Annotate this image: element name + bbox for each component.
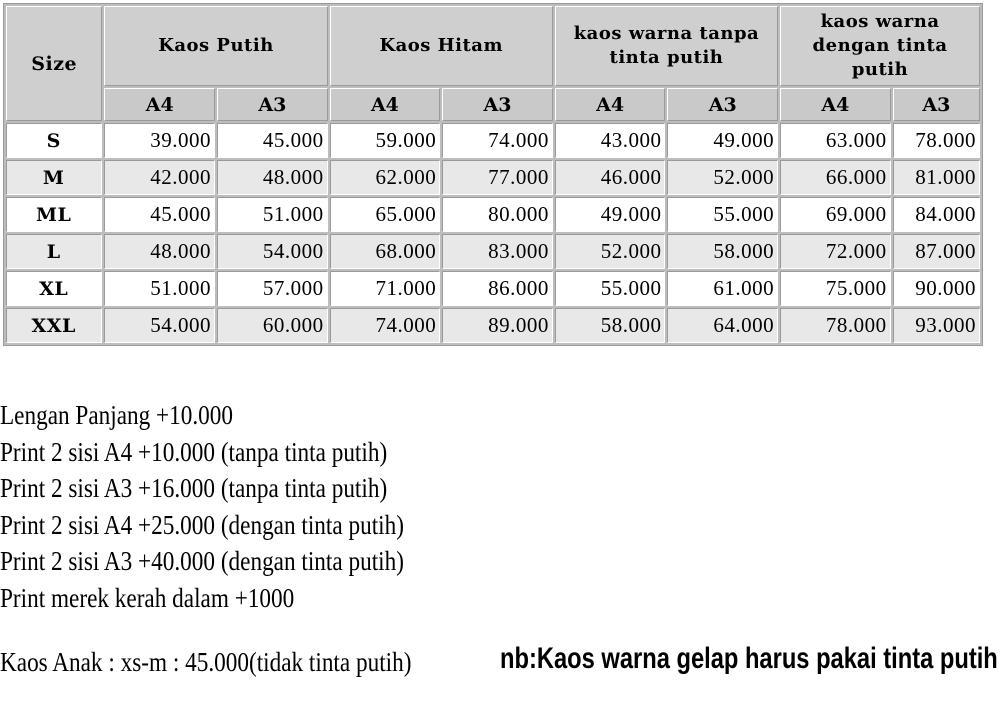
price-cell: 71.000 <box>330 271 441 306</box>
price-cell: 63.000 <box>780 123 891 158</box>
price-cell: 84.000 <box>893 197 980 232</box>
sub-header-cell: A4 <box>104 88 215 121</box>
price-cell: 81.000 <box>893 160 980 195</box>
price-cell: 80.000 <box>442 197 553 232</box>
additional-charges-notes <box>0 397 404 616</box>
price-cell: 75.000 <box>780 271 891 306</box>
sub-header-cell: A3 <box>217 88 328 121</box>
group-header-row <box>6 6 980 86</box>
note-line: Print merek kerah dalam +1000 <box>0 582 295 613</box>
sub-header-cell: A4 <box>330 88 441 121</box>
price-cell: 57.000 <box>217 271 328 306</box>
price-cell: 74.000 <box>330 308 441 343</box>
note-line: Lengan Panjang +10.000 <box>0 400 234 430</box>
table-row <box>6 234 980 269</box>
price-cell: 62.000 <box>330 160 441 195</box>
table-row <box>6 160 980 195</box>
size-cell: XL <box>6 271 102 306</box>
size-cell: ML <box>6 197 102 232</box>
table-row <box>6 197 980 232</box>
group-header-warna-tanpa-tinta-putih: kaos warna tanpa tinta putih <box>555 6 778 86</box>
group-header-warna-dengan-tinta-putih: kaos warna dengan tinta putih <box>780 6 980 86</box>
price-cell: 90.000 <box>893 271 980 306</box>
nb-dark-shirt-note: nb:Kaos warna gelap harus pakai tinta putih <box>500 642 998 675</box>
sub-header-cell: A3 <box>667 88 778 121</box>
note-line: Print 2 sisi A3 +16.000 (tanpa tinta putih) <box>0 473 388 503</box>
price-cell: 78.000 <box>893 123 980 158</box>
price-cell: 68.000 <box>330 234 441 269</box>
price-cell: 51.000 <box>217 197 328 232</box>
price-cell: 74.000 <box>442 123 553 158</box>
price-cell: 66.000 <box>780 160 891 195</box>
price-cell: 39.000 <box>104 123 215 158</box>
price-cell: 55.000 <box>667 197 778 232</box>
price-cell: 45.000 <box>104 197 215 232</box>
price-cell: 89.000 <box>442 308 553 343</box>
price-cell: 48.000 <box>104 234 215 269</box>
price-cell: 58.000 <box>667 234 778 269</box>
sub-header-row <box>6 88 980 121</box>
price-cell: 93.000 <box>893 308 980 343</box>
group-header-kaos-putih: Kaos Putih <box>104 6 327 86</box>
price-cell: 52.000 <box>667 160 778 195</box>
group-header-kaos-hitam: Kaos Hitam <box>330 6 553 86</box>
price-cell: 48.000 <box>217 160 328 195</box>
price-cell: 52.000 <box>555 234 666 269</box>
size-cell: XXL <box>6 308 102 343</box>
table-row <box>6 271 980 306</box>
price-cell: 54.000 <box>104 308 215 343</box>
price-cell: 64.000 <box>667 308 778 343</box>
price-cell: 60.000 <box>217 308 328 343</box>
kids-tshirt-note: Kaos Anak : xs-m : 45.000(tidak tinta putih) <box>0 647 412 677</box>
table-row <box>6 308 980 343</box>
price-cell: 45.000 <box>217 123 328 158</box>
price-cell: 87.000 <box>893 234 980 269</box>
sub-header-cell: A3 <box>893 88 980 121</box>
price-cell: 72.000 <box>780 234 891 269</box>
price-table <box>3 3 983 346</box>
price-cell: 51.000 <box>104 271 215 306</box>
price-cell: 49.000 <box>667 123 778 158</box>
note-line: Print 2 sisi A3 +40.000 (dengan tinta putih) <box>0 546 404 576</box>
table-row <box>6 123 980 158</box>
price-cell: 54.000 <box>217 234 328 269</box>
sub-header-cell: A3 <box>442 88 553 121</box>
price-cell: 42.000 <box>104 160 215 195</box>
price-cell: 58.000 <box>555 308 666 343</box>
price-cell: 69.000 <box>780 197 891 232</box>
price-cell: 77.000 <box>442 160 553 195</box>
price-cell: 86.000 <box>442 271 553 306</box>
price-cell: 43.000 <box>555 123 666 158</box>
size-column-header: Size <box>6 6 102 121</box>
sub-header-cell: A4 <box>780 88 891 121</box>
price-cell: 55.000 <box>555 271 666 306</box>
price-cell: 49.000 <box>555 197 666 232</box>
size-cell: S <box>6 123 102 158</box>
note-line: Print 2 sisi A4 +10.000 (tanpa tinta putih) <box>0 436 388 467</box>
price-cell: 78.000 <box>780 308 891 343</box>
price-cell: 65.000 <box>330 197 441 232</box>
price-cell: 83.000 <box>442 234 553 269</box>
price-cell: 59.000 <box>330 123 441 158</box>
sub-header-cell: A4 <box>555 88 666 121</box>
price-cell: 46.000 <box>555 160 666 195</box>
price-cell: 61.000 <box>667 271 778 306</box>
size-cell: M <box>6 160 102 195</box>
size-cell: L <box>6 234 102 269</box>
note-line: Print 2 sisi A4 +25.000 (dengan tinta putih) <box>0 509 404 540</box>
